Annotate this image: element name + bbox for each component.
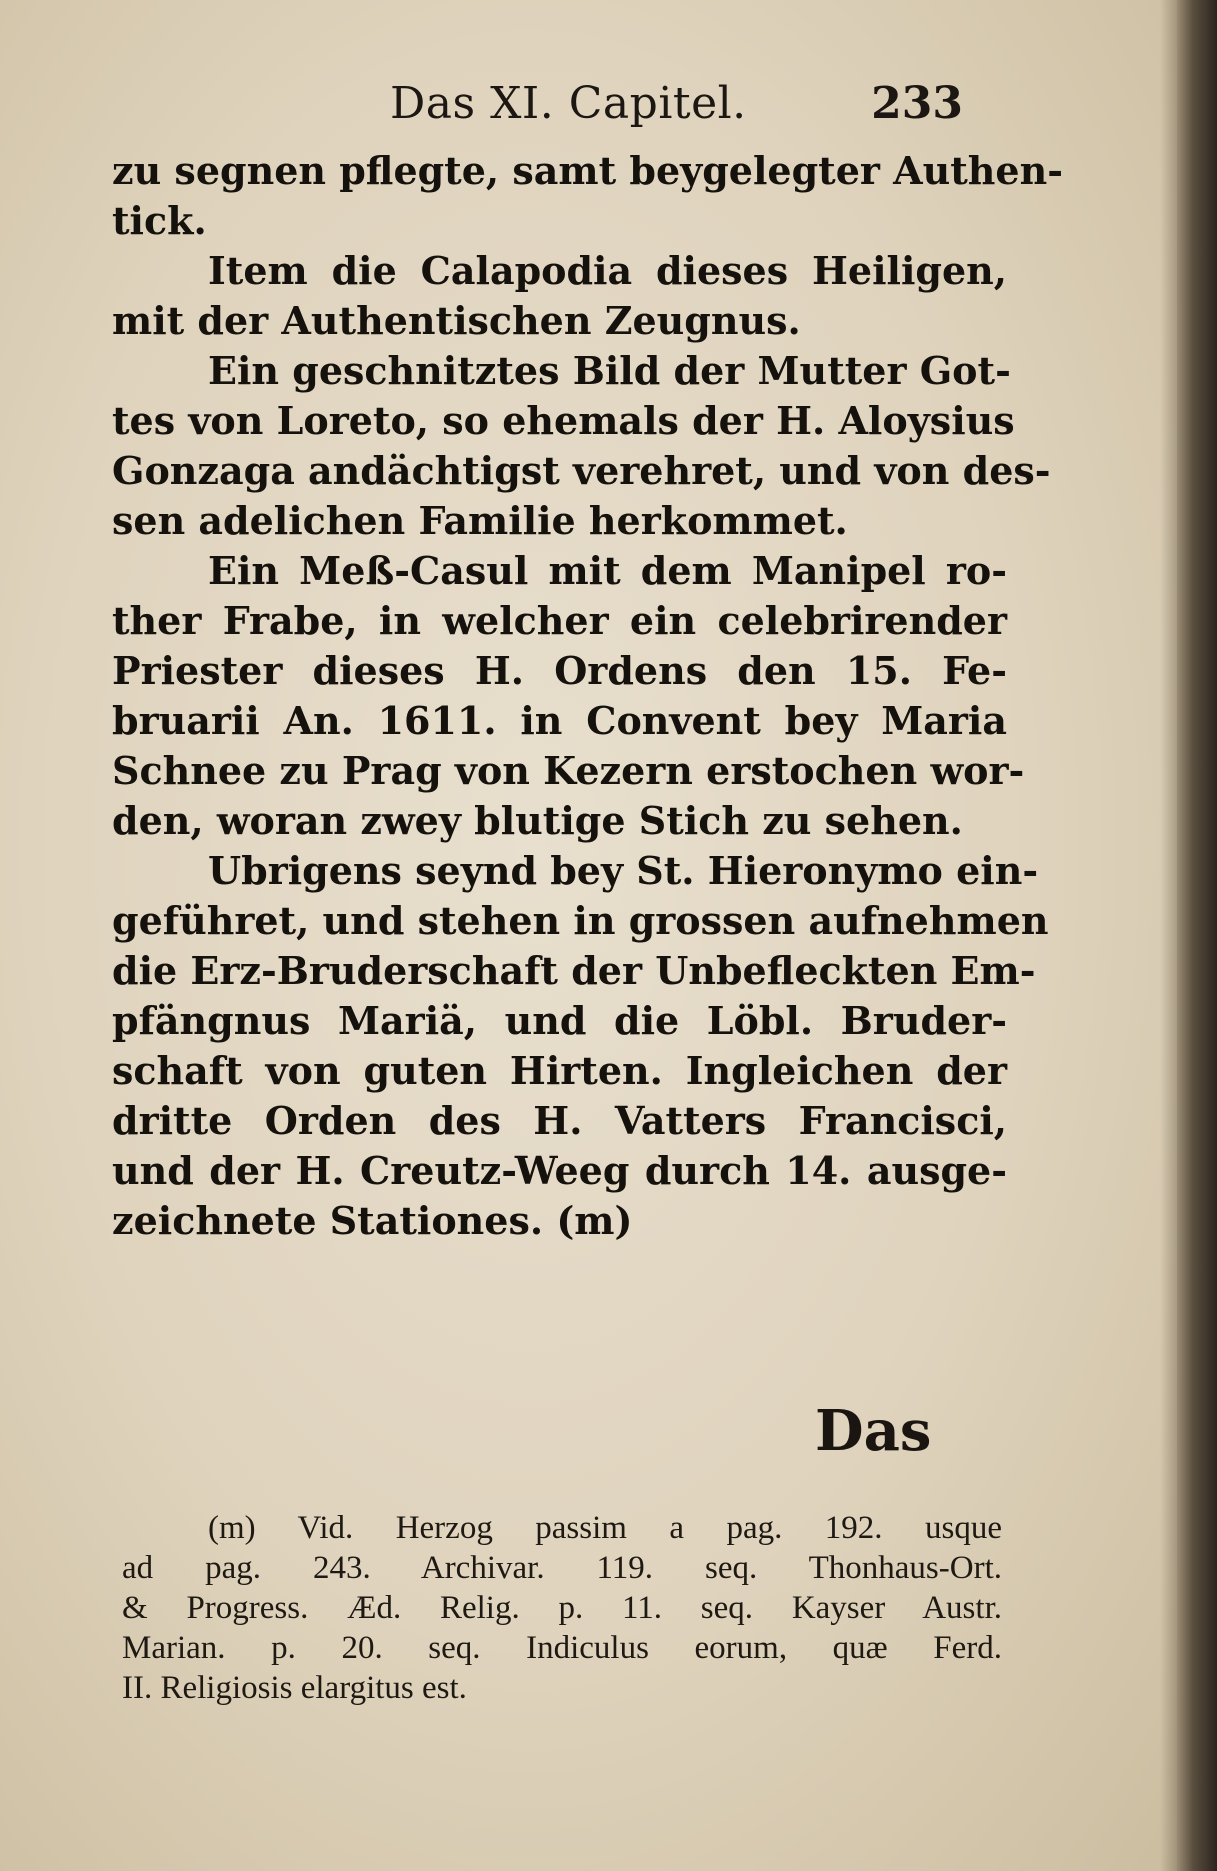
footnote-line: II. Religiosis elargitus est. [122, 1670, 467, 1706]
running-head [390, 78, 963, 138]
text-line: Item die Calapodia dieses Heiligen, [208, 248, 1007, 293]
footnote-line: & Progress. Æd. Relig. p. 11. seq. Kayser Austr. [122, 1590, 1002, 1626]
text-line: den, woran zwey blutige Stich zu sehen. [112, 798, 963, 843]
text-line: sen adelichen Familie herkommet. [112, 498, 848, 543]
book-gutter [1177, 0, 1217, 1871]
text-line: geführet, und stehen in grossen aufnehmen [112, 898, 1049, 943]
footnote-line: ad pag. 243. Archivar. 119. seq. Thonhaus-Ort. [122, 1550, 1002, 1586]
text-line: Ein Meß-Casul mit dem Manipel ro- [208, 548, 1007, 593]
text-line: ther Frabe, in welcher ein celebrirender [112, 598, 1007, 643]
text-line: zu segnen pflegte, samt beygelegter Authen- [112, 148, 1063, 193]
text-line: tes von Loreto, so ehemals der H. Aloysius [112, 398, 1015, 443]
text-line: zeichnete Stationes. (m) [112, 1198, 633, 1243]
text-line: mit der Authentischen Zeugnus. [112, 298, 801, 343]
text-line: pfängnus Mariä, und die Löbl. Bruder- [112, 998, 1007, 1043]
text-line: Schnee zu Prag von Kezern erstochen wor- [112, 748, 1025, 793]
footnote-line: (m) Vid. Herzog passim a pag. 192. usque [208, 1510, 1002, 1546]
chapter-title: Das XI. Capitel. [390, 78, 747, 129]
page-number: 233 [871, 78, 963, 129]
footnote-line: Marian. p. 20. seq. Indiculus eorum, quæ Ferd. [122, 1630, 1002, 1666]
text-line: Gonzaga andächtigst verehret, und von des- [112, 448, 1051, 493]
page-edge-shadow [1160, 0, 1178, 1871]
text-line: Ubrigens seynd bey St. Hieronymo ein- [208, 848, 1039, 893]
text-line: die Erz-Bruderschaft der Unbefleckten Em- [112, 948, 1036, 993]
footnote [122, 1508, 1002, 1708]
catchword: Das [815, 1398, 932, 1464]
text-line: dritte Orden des H. Vatters Francisci, [112, 1098, 1007, 1143]
text-line: bruarii An. 1611. in Convent bey Maria [112, 698, 1007, 743]
body-text [112, 146, 1063, 1246]
text-line: schaft von guten Hirten. Ingleichen der [112, 1048, 1007, 1093]
text-line: Ein geschnitztes Bild der Mutter Got- [208, 348, 1011, 393]
text-line: Priester dieses H. Ordens den 15. Fe- [112, 648, 1007, 693]
text-line: und der H. Creutz-Weeg durch 14. ausge- [112, 1148, 1007, 1193]
text-line: tick. [112, 198, 207, 243]
